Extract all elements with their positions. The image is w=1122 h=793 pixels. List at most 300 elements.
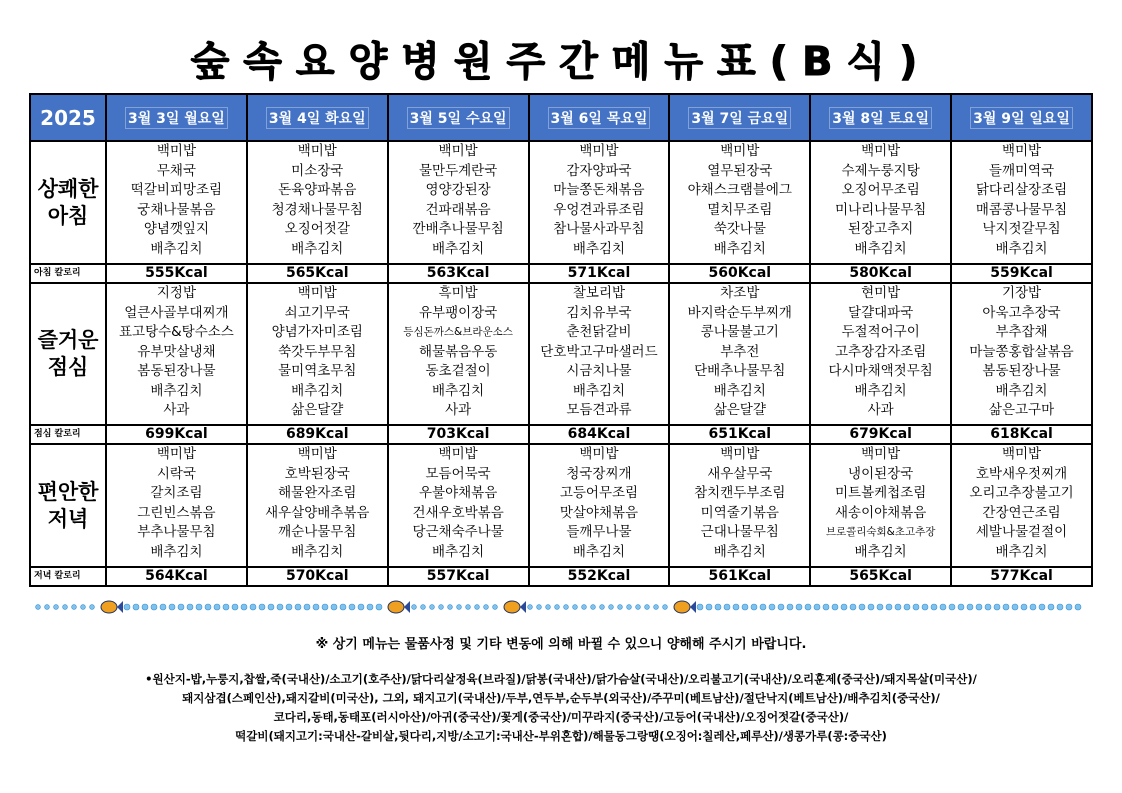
menu-item: 봄동된장나물 [137, 363, 216, 379]
bubble-icon [466, 605, 471, 610]
menu-item: 물만두계란국 [418, 162, 498, 179]
menu-item: 무채국 [156, 162, 196, 179]
breakfast-day-cell [106, 141, 247, 264]
menu-item: 배추김치 [572, 382, 626, 399]
bubble-icon [850, 604, 856, 610]
menu-item: 백미밥 [156, 143, 196, 159]
origin-line: 떡갈비(돼지고기:국내산-갈비살,뒷다리,지방/소고기:국내산-부위혼합)/해물동그랑땡(오징어:칠레산,페루산)/생콩가루(콩:중국산) [235, 729, 887, 743]
bubble-icon [573, 605, 578, 610]
menu-item: 흑미밥 [438, 285, 478, 301]
menu-item: 냉이된장국 [848, 465, 914, 482]
menu-item: 우엉견과류조림 [553, 201, 645, 218]
menu-item: 멸치무조림 [707, 201, 773, 218]
bubble-icon [277, 604, 283, 610]
bubble-icon [45, 605, 50, 610]
bubble-icon [769, 604, 775, 610]
bubble-icon [268, 604, 274, 610]
bubble-icon [868, 604, 874, 610]
header-row [30, 94, 1092, 141]
menu-item: 시락국 [156, 465, 196, 482]
dinner-day-cell [529, 444, 670, 567]
menu-item: 돈육양파볶음 [278, 182, 357, 198]
menu-item: 백미밥 [579, 446, 619, 462]
menu-item: 배추김치 [713, 240, 766, 257]
menu-item: 해물볶음우동 [418, 343, 498, 360]
page-title: 숲속요양병원주간메뉴표(B식) [190, 39, 932, 85]
breakfast-kcal-row [30, 264, 1092, 283]
bubble-icon [609, 605, 614, 610]
dinner-day-cell [388, 444, 529, 567]
dinner-day-cell [247, 444, 388, 567]
bubble-icon [618, 605, 623, 610]
menu-item: 쑥갓두부무침 [278, 343, 357, 360]
bubble-icon [778, 604, 784, 610]
menu-item: 깨순나물무침 [278, 524, 357, 540]
bubble-icon [805, 604, 811, 610]
lunch-kcal-value: 689Kcal [247, 425, 388, 444]
day-header: 3월 6일 목요일 [529, 94, 670, 141]
notice-text: ※ 상기 메뉴는 물품사정 및 기타 변동에 의해 바뀔 수 있으니 양해해 주시기 바랍니다. [315, 637, 807, 652]
bubble-icon [787, 604, 793, 610]
bubble-icon [439, 605, 444, 610]
lunch-day-cell [529, 283, 670, 425]
menu-item: 콩나물불고기 [700, 324, 779, 340]
menu-item: 배추김치 [995, 543, 1048, 560]
bubble-fish-divider [34, 600, 1090, 614]
fish-icon [674, 601, 696, 613]
breakfast-kcal-value: 563Kcal [388, 264, 529, 283]
menu-item: 쑥갓나물 [713, 221, 766, 237]
menu-item: 달걀대파국 [848, 304, 914, 321]
menu-item: 배추김치 [291, 543, 344, 560]
day-header: 3월 5일 수요일 [388, 94, 529, 141]
bubble-icon [913, 604, 919, 610]
bubble-icon [142, 604, 148, 610]
dinner-kcal-value: 557Kcal [388, 567, 529, 586]
menu-item: 들깨무나물 [566, 524, 632, 540]
bubble-icon [724, 604, 730, 610]
bubble-icon [304, 604, 310, 610]
lunch-kcal-row [30, 425, 1092, 444]
bubble-icon [931, 604, 937, 610]
day-header: 3월 9일 일요일 [951, 94, 1092, 141]
menu-item: 배추김치 [291, 382, 344, 399]
menu-item: 미나리나물무침 [834, 201, 927, 218]
lunch-day-cell [951, 283, 1092, 425]
bubble-icon [663, 605, 668, 610]
bubble-icon [36, 605, 41, 610]
bubble-icon [994, 604, 1000, 610]
lunch-row [30, 283, 1092, 425]
bubble-icon [90, 605, 95, 610]
menu-item: 배추김치 [995, 240, 1048, 257]
day-header: 3월 7일 금요일 [669, 94, 810, 141]
menu-item: 궁채나물볶음 [137, 201, 216, 218]
lunch-kcal-value: 703Kcal [388, 425, 529, 444]
bubble-icon [940, 604, 946, 610]
menu-item: 양념가자미조림 [271, 324, 363, 340]
fish-icon [388, 601, 410, 613]
menu-item: 미역줄기볶음 [700, 504, 779, 521]
breakfast-day-cell [247, 141, 388, 264]
menu-item: 오리고추장불고기 [969, 485, 1074, 501]
menu-item: 배추김치 [854, 382, 907, 399]
menu-item: 배추김치 [995, 382, 1048, 399]
menu-item: 그린빈스볶음 [137, 504, 216, 521]
menu-item: 봄동된장나물 [982, 363, 1061, 379]
lunch-day-cell [810, 283, 951, 425]
menu-item: 물미역초무침 [278, 363, 357, 379]
day-header: 3월 8일 토요일 [810, 94, 951, 141]
menu-item: 배추김치 [150, 240, 203, 257]
menu-item: 고추장감자조림 [834, 343, 927, 360]
menu-item: 배추김치 [713, 543, 766, 560]
origin-line: 돼지삼겹(스페인산),돼지갈비(미국산), 그외, 돼지고기(국내산)/두부,연두부,순두부(외국산)/주꾸미(베트남산)/절단낙지(베트남산)/배추김치(중국산)/ [182, 691, 940, 705]
bubble-icon [877, 604, 883, 610]
menu-item: 백미밥 [1001, 446, 1042, 462]
menu-item: 청경채나물무침 [271, 201, 363, 218]
dinner-kcal-value: 577Kcal [951, 567, 1092, 586]
menu-item: 유부맛살냉채 [137, 343, 216, 360]
bubble-icon [733, 604, 739, 610]
dinner-kcal-value: 564Kcal [106, 567, 247, 586]
bubble-icon [537, 605, 542, 610]
bubble-icon [922, 604, 928, 610]
breakfast-day-cell [529, 141, 670, 264]
menu-item: 갈치조림 [150, 485, 203, 501]
menu-item: 시금치나물 [566, 363, 632, 379]
menu-item: 건파래볶음 [425, 201, 491, 218]
bubble-icon [751, 604, 757, 610]
bubble-icon [484, 605, 489, 610]
fish-icon [504, 601, 526, 613]
bubble-icon [528, 605, 533, 610]
dinner-day-cell [951, 444, 1092, 567]
bubble-icon [358, 604, 364, 610]
menu-item: 들깨미역국 [988, 162, 1055, 179]
breakfast-kcal-value: 565Kcal [247, 264, 388, 283]
menu-item: 백미밥 [861, 143, 901, 159]
dinner-kcal-value: 552Kcal [529, 567, 670, 586]
menu-item: 새우살무국 [707, 465, 773, 482]
menu-item: 바지락순두부찌개 [687, 304, 792, 321]
bubble-icon [313, 604, 319, 610]
bubble-icon [196, 604, 202, 610]
lunch-day-cell [106, 283, 247, 425]
menu-item: 삶은달걀 [713, 402, 766, 418]
bubble-icon [1021, 604, 1027, 610]
menu-item: 등심돈까스&브라운소스 [403, 326, 513, 338]
menu-item: 해물완자조림 [278, 485, 357, 501]
day-header: 3월 4일 화요일 [247, 94, 388, 141]
bubble-icon [133, 604, 139, 610]
menu-item: 백미밥 [438, 446, 478, 462]
menu-item: 부추전 [720, 343, 760, 360]
bubble-icon [859, 604, 865, 610]
menu-item: 배추김치 [572, 240, 626, 257]
lunch-day-cell [388, 283, 529, 425]
bubble-icon [949, 604, 955, 610]
menu-item: 배추김치 [432, 543, 485, 560]
menu-item: 떡갈비피망조림 [130, 182, 223, 198]
bubble-icon [832, 604, 838, 610]
breakfast-kcal-value: 580Kcal [810, 264, 951, 283]
lunch-kcal-label: 점심 칼로리 [30, 425, 106, 444]
menu-item: 감자양파국 [566, 162, 632, 179]
menu-item: 쇠고기무국 [284, 304, 350, 321]
bubble-icon [241, 604, 247, 610]
menu-item: 현미밥 [861, 285, 901, 301]
lunch-kcal-value: 651Kcal [669, 425, 810, 444]
menu-item: 오징어무조림 [841, 182, 920, 198]
menu-item: 배추김치 [150, 543, 203, 560]
bubble-icon [814, 604, 820, 610]
bubble-icon [976, 604, 982, 610]
bubble-icon [340, 604, 346, 610]
lunch-kcal-value: 618Kcal [951, 425, 1092, 444]
bubble-icon [841, 604, 847, 610]
menu-item: 닭다리살장조림 [975, 182, 1068, 198]
menu-item: 모듬견과류 [566, 402, 632, 418]
bubble-icon [214, 604, 220, 610]
menu-item: 양념깻잎지 [143, 221, 210, 237]
bubble-icon [760, 604, 766, 610]
menu-item: 청국장찌개 [566, 465, 632, 482]
menu-item: 당근채숙주나물 [412, 524, 504, 540]
menu-item: 백미밥 [861, 446, 901, 462]
bubble-icon [286, 604, 292, 610]
dinner-day-cell [810, 444, 951, 567]
bubble-icon [160, 604, 166, 610]
menu-item: 부추나물무침 [137, 524, 216, 540]
bubble-icon [448, 605, 453, 610]
bubble-icon [555, 605, 560, 610]
bubble-icon [706, 604, 712, 610]
bubble-icon [886, 604, 892, 610]
menu-item: 백미밥 [438, 143, 478, 159]
bubble-icon [430, 605, 435, 610]
menu-item: 우불야채볶음 [418, 485, 498, 501]
bubble-icon [169, 604, 175, 610]
bubble-icon [1075, 604, 1081, 610]
menu-item: 미트볼케첩조림 [834, 485, 927, 501]
dinner-day-cell [669, 444, 810, 567]
menu-item: 얼큰사골부대찌개 [124, 304, 229, 321]
menu-item: 차조밥 [720, 285, 760, 301]
lunch-day-cell [669, 283, 810, 425]
menu-item: 백미밥 [297, 143, 337, 159]
menu-item: 사과 [163, 402, 190, 418]
menu-item: 호박새우젓찌개 [975, 465, 1068, 482]
menu-item: 배추김치 [150, 382, 203, 399]
menu-item: 아욱고추장국 [982, 304, 1061, 321]
menu-item: 백미밥 [720, 143, 760, 159]
menu-item: 삶은고구마 [988, 402, 1055, 418]
menu-item: 찰보리밥 [572, 285, 626, 301]
menu-item: 배추김치 [572, 543, 626, 560]
menu-item: 브로콜리숙회&초고추장 [825, 526, 936, 538]
bubble-icon [591, 605, 596, 610]
menu-item: 낙지젓갈무침 [982, 221, 1061, 237]
menu-item: 야채스크램블에그 [687, 182, 792, 198]
menu-item: 수제누룽지탕 [841, 162, 920, 179]
dinner-label: 편안한 저녁 [30, 444, 106, 567]
lunch-day-cell [247, 283, 388, 425]
bubble-icon [895, 604, 901, 610]
bubble-icon [1030, 604, 1036, 610]
bubble-icon [412, 605, 417, 610]
breakfast-kcal-label: 아침 칼로리 [30, 264, 106, 283]
menu-item: 참치캔두부조림 [694, 485, 786, 501]
menu-item: 건새우호박볶음 [412, 504, 504, 521]
breakfast-kcal-value: 560Kcal [669, 264, 810, 283]
menu-item: 백미밥 [720, 446, 760, 462]
bubble-icon [985, 604, 991, 610]
bubble-icon [958, 604, 964, 610]
menu-item: 모듬어묵국 [425, 465, 491, 482]
bubble-icon [232, 604, 238, 610]
breakfast-kcal-value: 559Kcal [951, 264, 1092, 283]
menu-item: 백미밥 [1001, 143, 1042, 159]
menu-item: 간장연근조림 [982, 504, 1061, 521]
breakfast-kcal-value: 555Kcal [106, 264, 247, 283]
bubble-icon [1057, 604, 1063, 610]
lunch-label: 즐거운 점심 [30, 283, 106, 425]
bubble-icon [600, 605, 605, 610]
menu-item: 사과 [867, 402, 894, 418]
bubble-icon [54, 605, 59, 610]
menu-item: 마늘쫑돈채볶음 [553, 182, 645, 198]
bubble-icon [823, 604, 829, 610]
bubble-icon [475, 605, 480, 610]
bubble-icon [250, 604, 256, 610]
menu-item: 표고탕수&탕수소스 [118, 324, 234, 340]
bubble-icon [349, 604, 355, 610]
bubble-icon [546, 605, 551, 610]
bubble-icon [187, 604, 193, 610]
dinner-kcal-value: 561Kcal [669, 567, 810, 586]
menu-item: 부추잡채 [995, 324, 1048, 340]
breakfast-day-cell [810, 141, 951, 264]
bubble-icon [1066, 604, 1072, 610]
dinner-kcal-value: 570Kcal [247, 567, 388, 586]
bubble-icon [322, 604, 328, 610]
bubble-icon [715, 604, 721, 610]
dinner-kcal-label: 저녁 칼로리 [30, 567, 106, 586]
bubble-icon [582, 605, 587, 610]
menu-item: 단호박고구마샐러드 [540, 343, 658, 360]
menu-item: 근대나물무침 [700, 524, 779, 540]
bubble-icon [1012, 604, 1018, 610]
year-header: 2025 [30, 94, 106, 141]
bubble-icon [295, 604, 301, 610]
bubble-icon [376, 604, 382, 610]
menu-item: 배추김치 [854, 543, 907, 560]
menu-item: 영양강된장 [425, 182, 491, 198]
bubble-icon [151, 604, 157, 610]
breakfast-day-cell [669, 141, 810, 264]
dinner-row [30, 444, 1092, 567]
menu-item: 백미밥 [156, 446, 196, 462]
menu-item: 마늘쫑홍합살볶음 [969, 343, 1074, 360]
bubble-icon [1039, 604, 1045, 610]
menu-item: 배추김치 [854, 240, 907, 257]
menu-item: 배추김치 [291, 240, 344, 257]
bubble-icon [81, 605, 86, 610]
bubble-icon [205, 604, 211, 610]
lunch-kcal-value: 699Kcal [106, 425, 247, 444]
origin-line: 코다리,동태,동태포(러시아산)/아귀(중국산)/꽃게(중국산)/미꾸라지(중국산)/고등어(국내산)/오징어젓갈(중국산)/ [273, 710, 849, 724]
bubble-icon [967, 604, 973, 610]
day-header: 3월 3일 월요일 [106, 94, 247, 141]
bubble-icon [742, 604, 748, 610]
bubble-icon [124, 604, 130, 610]
fish-icon [101, 601, 123, 613]
menu-item: 유부팽이장국 [418, 304, 498, 321]
menu-item: 미소장국 [291, 162, 344, 179]
menu-item: 배추김치 [432, 382, 485, 399]
menu-item: 다시마채액젓무침 [828, 363, 933, 379]
bubble-icon [904, 604, 910, 610]
weekly-menu-table [29, 93, 1093, 587]
bubble-icon [63, 605, 68, 610]
bubble-icon [72, 605, 77, 610]
breakfast-label: 상쾌한 아침 [30, 141, 106, 264]
menu-item: 백미밥 [297, 285, 337, 301]
breakfast-day-cell [951, 141, 1092, 264]
menu-item: 호박된장국 [284, 465, 350, 482]
bubble-icon [654, 605, 659, 610]
breakfast-day-cell [388, 141, 529, 264]
menu-item: 매콤콩나물무침 [975, 201, 1068, 218]
menu-item: 새우살양배추볶음 [265, 504, 370, 521]
menu-item: 새송이야채볶음 [834, 504, 927, 521]
bubble-icon [259, 604, 265, 610]
lunch-kcal-value: 684Kcal [529, 425, 670, 444]
menu-item: 오징어젓갈 [284, 221, 350, 237]
menu-item: 지정밥 [156, 285, 196, 301]
menu-item: 동초겉절이 [425, 363, 491, 379]
breakfast-row [30, 141, 1092, 264]
origin-info [40, 670, 1082, 746]
menu-item: 배추김치 [713, 382, 766, 399]
bubble-icon [1003, 604, 1009, 610]
bubble-icon [457, 605, 462, 610]
menu-item: 사과 [445, 402, 472, 418]
origin-line: •원산지-밥,누룽지,찹쌀,죽(국내산)/소고기(호주산)/닭다리살정육(브라질)/닭봉(국내산)/닭가슴살(국내산)/오리불고기(국내산)/오리훈제(중국산)/돼지목살(미국산)/ [145, 672, 977, 686]
menu-item: 참나물사과무침 [553, 221, 645, 237]
bubble-icon [627, 605, 632, 610]
bubble-icon [331, 604, 337, 610]
bubble-icon [564, 605, 569, 610]
menu-item: 김치유부국 [566, 304, 632, 321]
menu-item: 백미밥 [297, 446, 337, 462]
dinner-kcal-row [30, 567, 1092, 586]
bubble-icon [223, 604, 229, 610]
menu-item: 배추김치 [432, 240, 485, 257]
menu-item: 단배추나물무침 [694, 363, 786, 379]
bubble-icon [421, 605, 426, 610]
menu-item: 깐배추나물무침 [412, 221, 504, 237]
menu-item: 맛살야채볶음 [559, 504, 639, 521]
bubble-icon [796, 604, 802, 610]
lunch-kcal-value: 679Kcal [810, 425, 951, 444]
menu-item: 두절적어구이 [841, 324, 920, 340]
menu-item: 세발나물겉절이 [975, 524, 1068, 540]
menu-item: 백미밥 [579, 143, 619, 159]
bubble-icon [697, 604, 703, 610]
menu-item: 열무된장국 [707, 162, 773, 179]
